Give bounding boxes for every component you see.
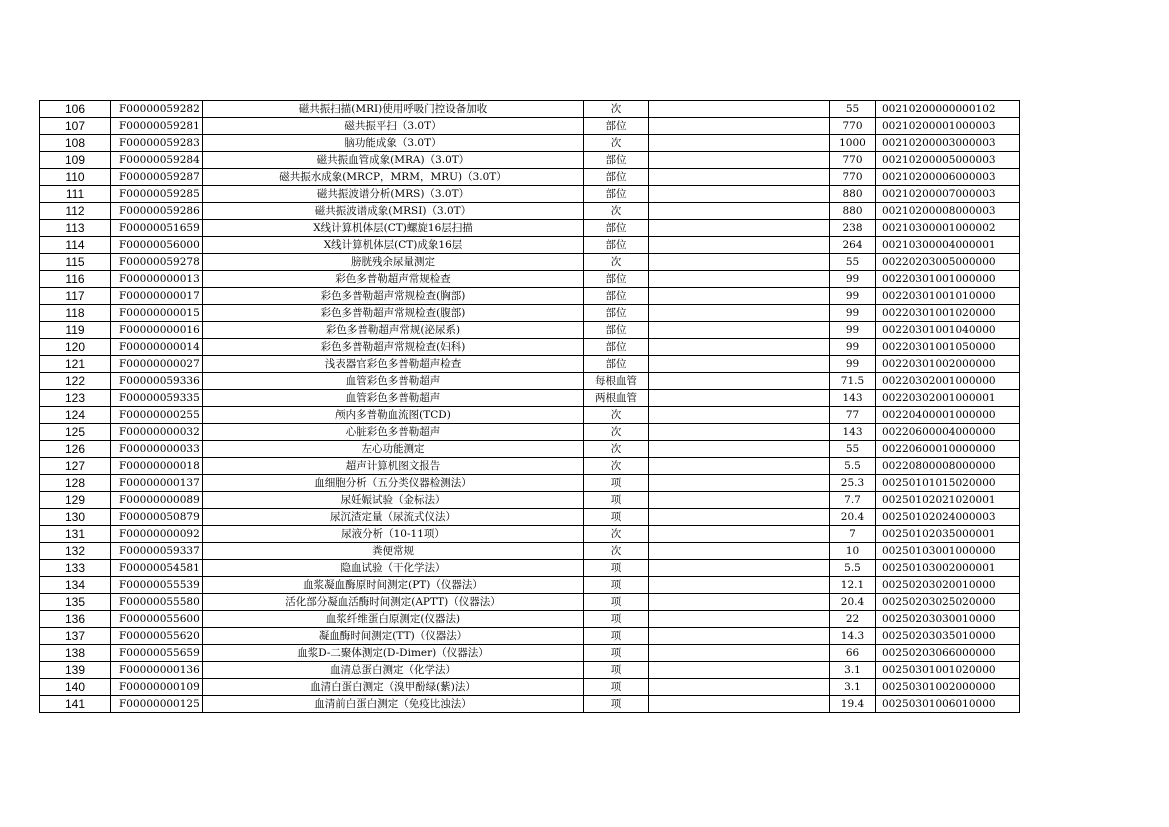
unit-cell: 次 — [584, 424, 649, 441]
table-row — [40, 152, 1020, 169]
table-row — [40, 322, 1020, 339]
item-name-cell: X线计算机体层(CT)成象16层 — [203, 237, 584, 254]
item-name-cell: 脑功能成象（3.0T） — [203, 135, 584, 152]
unit-cell: 项 — [584, 645, 649, 662]
item-name-cell: 血浆D-二聚体测定(D-Dimer)（仪器法） — [203, 645, 584, 662]
national-code-cell: 00220600004000000 — [876, 424, 1020, 441]
unit-cell: 部位 — [584, 169, 649, 186]
table-row — [40, 594, 1020, 611]
national-code-cell: 00250102021020001 — [876, 492, 1020, 509]
blank-cell — [649, 186, 830, 203]
unit-cell: 项 — [584, 628, 649, 645]
item-name-cell: 超声计算机图文报告 — [203, 458, 584, 475]
price-cell: 55 — [830, 101, 876, 118]
table-row — [40, 696, 1020, 713]
price-cell: 99 — [830, 305, 876, 322]
price-cell: 71.5 — [830, 373, 876, 390]
national-code-cell: 00210200000000102 — [876, 101, 1020, 118]
price-cell: 264 — [830, 237, 876, 254]
price-cell: 19.4 — [830, 696, 876, 713]
blank-cell — [649, 475, 830, 492]
row-number-cell: 129 — [40, 492, 111, 509]
item-code-cell: F00000059287 — [111, 169, 203, 186]
table-row — [40, 560, 1020, 577]
item-name-cell: 彩色多普勒超声常规检查(胸部) — [203, 288, 584, 305]
table-row — [40, 679, 1020, 696]
item-name-cell: 磁共振波谱成象(MRSI)（3.0T） — [203, 203, 584, 220]
item-code-cell: F00000059282 — [111, 101, 203, 118]
national-code-cell: 00210300004000001 — [876, 237, 1020, 254]
national-code-cell: 00210200003000003 — [876, 135, 1020, 152]
unit-cell: 项 — [584, 679, 649, 696]
item-name-cell: 血细胞分析（五分类仪器检测法） — [203, 475, 584, 492]
item-code-cell: F00000059336 — [111, 373, 203, 390]
blank-cell — [649, 407, 830, 424]
price-cell: 143 — [830, 390, 876, 407]
unit-cell: 次 — [584, 254, 649, 271]
blank-cell — [649, 441, 830, 458]
item-name-cell: 彩色多普勒超声常规检查 — [203, 271, 584, 288]
item-code-cell: F00000000089 — [111, 492, 203, 509]
row-number-cell: 125 — [40, 424, 111, 441]
unit-cell: 项 — [584, 492, 649, 509]
table-row — [40, 577, 1020, 594]
row-number-cell: 136 — [40, 611, 111, 628]
unit-cell: 次 — [584, 543, 649, 560]
item-name-cell: 尿妊娠试验（金标法） — [203, 492, 584, 509]
national-code-cell: 00250101015020000 — [876, 475, 1020, 492]
price-cell: 238 — [830, 220, 876, 237]
row-number-cell: 135 — [40, 594, 111, 611]
item-name-cell: 凝血酶时间测定(TT)（仪器法） — [203, 628, 584, 645]
price-cell: 7 — [830, 526, 876, 543]
row-number-cell: 131 — [40, 526, 111, 543]
table-row — [40, 169, 1020, 186]
row-number-cell: 118 — [40, 305, 111, 322]
item-code-cell: F00000059285 — [111, 186, 203, 203]
table-row — [40, 526, 1020, 543]
blank-cell — [649, 458, 830, 475]
item-name-cell: 粪便常规 — [203, 543, 584, 560]
unit-cell: 部位 — [584, 356, 649, 373]
blank-cell — [649, 373, 830, 390]
unit-cell: 次 — [584, 101, 649, 118]
item-name-cell: 血清前白蛋白测定（免疫比浊法） — [203, 696, 584, 713]
table-row — [40, 509, 1020, 526]
item-name-cell: 左心功能测定 — [203, 441, 584, 458]
unit-cell: 项 — [584, 696, 649, 713]
row-number-cell: 141 — [40, 696, 111, 713]
item-code-cell: F00000000015 — [111, 305, 203, 322]
price-cell: 99 — [830, 288, 876, 305]
row-number-cell: 122 — [40, 373, 111, 390]
row-number-cell: 140 — [40, 679, 111, 696]
price-cell: 3.1 — [830, 662, 876, 679]
unit-cell: 项 — [584, 662, 649, 679]
blank-cell — [649, 220, 830, 237]
blank-cell — [649, 254, 830, 271]
price-cell: 77 — [830, 407, 876, 424]
row-number-cell: 126 — [40, 441, 111, 458]
table-row — [40, 118, 1020, 135]
item-name-cell: 彩色多普勒超声常规检查(妇科) — [203, 339, 584, 356]
item-name-cell: 彩色多普勒超声常规(泌尿系) — [203, 322, 584, 339]
item-name-cell: 血管彩色多普勒超声 — [203, 390, 584, 407]
price-cell: 3.1 — [830, 679, 876, 696]
national-code-cell: 00220301001040000 — [876, 322, 1020, 339]
blank-cell — [649, 543, 830, 560]
item-name-cell: 颅内多普勒血流图(TCD) — [203, 407, 584, 424]
national-code-cell: 00220301001010000 — [876, 288, 1020, 305]
table-row — [40, 662, 1020, 679]
row-number-cell: 128 — [40, 475, 111, 492]
unit-cell: 部位 — [584, 186, 649, 203]
unit-cell: 次 — [584, 407, 649, 424]
table-body — [40, 101, 1020, 713]
table-row — [40, 424, 1020, 441]
price-cell: 1000 — [830, 135, 876, 152]
price-cell: 99 — [830, 322, 876, 339]
table-row — [40, 645, 1020, 662]
table-row — [40, 628, 1020, 645]
price-table — [39, 100, 1020, 713]
price-cell: 55 — [830, 441, 876, 458]
table-row — [40, 237, 1020, 254]
item-code-cell: F00000054581 — [111, 560, 203, 577]
blank-cell — [649, 203, 830, 220]
row-number-cell: 115 — [40, 254, 111, 271]
item-name-cell: 浅表器官彩色多普勒超声检查 — [203, 356, 584, 373]
price-cell: 7.7 — [830, 492, 876, 509]
unit-cell: 两根血管 — [584, 390, 649, 407]
row-number-cell: 138 — [40, 645, 111, 662]
table-row — [40, 407, 1020, 424]
unit-cell: 部位 — [584, 152, 649, 169]
price-cell: 5.5 — [830, 458, 876, 475]
table-row — [40, 390, 1020, 407]
unit-cell: 项 — [584, 577, 649, 594]
row-number-cell: 130 — [40, 509, 111, 526]
unit-cell: 次 — [584, 458, 649, 475]
national-code-cell: 00210200006000003 — [876, 169, 1020, 186]
item-name-cell: 血浆纤维蛋白原测定(仪器法) — [203, 611, 584, 628]
national-code-cell: 00220301002000000 — [876, 356, 1020, 373]
price-cell: 55 — [830, 254, 876, 271]
unit-cell: 项 — [584, 611, 649, 628]
item-code-cell: F00000051659 — [111, 220, 203, 237]
row-number-cell: 121 — [40, 356, 111, 373]
item-code-cell: F00000000018 — [111, 458, 203, 475]
table-row — [40, 441, 1020, 458]
blank-cell — [649, 271, 830, 288]
item-code-cell: F00000059284 — [111, 152, 203, 169]
national-code-cell: 00250103001000000 — [876, 543, 1020, 560]
item-code-cell: F00000000017 — [111, 288, 203, 305]
row-number-cell: 106 — [40, 101, 111, 118]
table-row — [40, 186, 1020, 203]
item-name-cell: 磁共振波谱分析(MRS)（3.0T） — [203, 186, 584, 203]
table-row — [40, 254, 1020, 271]
item-code-cell: F00000000014 — [111, 339, 203, 356]
table-row — [40, 203, 1020, 220]
national-code-cell: 00210200007000003 — [876, 186, 1020, 203]
national-code-cell: 00220203005000000 — [876, 254, 1020, 271]
unit-cell: 部位 — [584, 118, 649, 135]
item-name-cell: 血浆凝血酶原时间测定(PT)（仪器法） — [203, 577, 584, 594]
national-code-cell: 00220600010000000 — [876, 441, 1020, 458]
blank-cell — [649, 339, 830, 356]
blank-cell — [649, 560, 830, 577]
item-name-cell: 血管彩色多普勒超声 — [203, 373, 584, 390]
national-code-cell: 00250103002000001 — [876, 560, 1020, 577]
national-code-cell: 00250203020010000 — [876, 577, 1020, 594]
blank-cell — [649, 305, 830, 322]
unit-cell: 次 — [584, 203, 649, 220]
blank-cell — [649, 356, 830, 373]
blank-cell — [649, 390, 830, 407]
item-code-cell: F00000056000 — [111, 237, 203, 254]
national-code-cell: 00250301002000000 — [876, 679, 1020, 696]
item-name-cell: 磁共振扫描(MRI)使用呼吸门控设备加收 — [203, 101, 584, 118]
price-cell: 12.1 — [830, 577, 876, 594]
price-cell: 770 — [830, 118, 876, 135]
unit-cell: 部位 — [584, 220, 649, 237]
blank-cell — [649, 594, 830, 611]
row-number-cell: 112 — [40, 203, 111, 220]
table-row — [40, 220, 1020, 237]
item-name-cell: 隐血试验（干化学法） — [203, 560, 584, 577]
price-cell: 5.5 — [830, 560, 876, 577]
blank-cell — [649, 662, 830, 679]
blank-cell — [649, 628, 830, 645]
unit-cell: 部位 — [584, 237, 649, 254]
unit-cell: 次 — [584, 526, 649, 543]
item-code-cell: F00000000136 — [111, 662, 203, 679]
price-cell: 14.3 — [830, 628, 876, 645]
item-code-cell: F00000059281 — [111, 118, 203, 135]
national-code-cell: 00210200008000003 — [876, 203, 1020, 220]
row-number-cell: 107 — [40, 118, 111, 135]
price-cell: 770 — [830, 169, 876, 186]
row-number-cell: 110 — [40, 169, 111, 186]
blank-cell — [649, 135, 830, 152]
national-code-cell: 00250301006010000 — [876, 696, 1020, 713]
unit-cell: 部位 — [584, 305, 649, 322]
blank-cell — [649, 288, 830, 305]
unit-cell: 部位 — [584, 322, 649, 339]
item-name-cell: 磁共振血管成象(MRA)（3.0T） — [203, 152, 584, 169]
item-code-cell: F00000000027 — [111, 356, 203, 373]
blank-cell — [649, 169, 830, 186]
table-row — [40, 101, 1020, 118]
row-number-cell: 123 — [40, 390, 111, 407]
blank-cell — [649, 152, 830, 169]
item-code-cell: F00000059337 — [111, 543, 203, 560]
table-row — [40, 305, 1020, 322]
price-cell: 20.4 — [830, 509, 876, 526]
unit-cell: 项 — [584, 594, 649, 611]
national-code-cell: 00220400001000000 — [876, 407, 1020, 424]
blank-cell — [649, 577, 830, 594]
item-code-cell: F00000000137 — [111, 475, 203, 492]
price-cell: 22 — [830, 611, 876, 628]
price-cell: 99 — [830, 339, 876, 356]
unit-cell: 项 — [584, 475, 649, 492]
item-name-cell: 血清总蛋白测定（化学法） — [203, 662, 584, 679]
blank-cell — [649, 611, 830, 628]
row-number-cell: 114 — [40, 237, 111, 254]
item-code-cell: F00000055580 — [111, 594, 203, 611]
item-code-cell: F00000055539 — [111, 577, 203, 594]
row-number-cell: 108 — [40, 135, 111, 152]
item-name-cell: 磁共振水成象(MRCP，MRM，MRU)（3.0T） — [203, 169, 584, 186]
item-code-cell: F00000059283 — [111, 135, 203, 152]
item-code-cell: F00000059335 — [111, 390, 203, 407]
unit-cell: 部位 — [584, 271, 649, 288]
row-number-cell: 132 — [40, 543, 111, 560]
price-cell: 10 — [830, 543, 876, 560]
blank-cell — [649, 696, 830, 713]
table-row — [40, 373, 1020, 390]
national-code-cell: 00250203025020000 — [876, 594, 1020, 611]
national-code-cell: 00250203066000000 — [876, 645, 1020, 662]
national-code-cell: 00250203035010000 — [876, 628, 1020, 645]
item-name-cell: 尿液分析（10-11项） — [203, 526, 584, 543]
blank-cell — [649, 509, 830, 526]
table-row — [40, 458, 1020, 475]
item-code-cell: F00000000109 — [111, 679, 203, 696]
table-row — [40, 475, 1020, 492]
national-code-cell: 00250102035000001 — [876, 526, 1020, 543]
item-name-cell: 尿沉渣定量（尿流式仪法） — [203, 509, 584, 526]
item-code-cell: F00000055659 — [111, 645, 203, 662]
item-code-cell: F00000000255 — [111, 407, 203, 424]
blank-cell — [649, 492, 830, 509]
price-cell: 25.3 — [830, 475, 876, 492]
item-code-cell: F00000000092 — [111, 526, 203, 543]
unit-cell: 每根血管 — [584, 373, 649, 390]
unit-cell: 部位 — [584, 339, 649, 356]
row-number-cell: 134 — [40, 577, 111, 594]
item-name-cell: 彩色多普勒超声常规检查(腹部) — [203, 305, 584, 322]
table-row — [40, 611, 1020, 628]
national-code-cell: 00250102024000003 — [876, 509, 1020, 526]
item-name-cell: 血清白蛋白测定（溴甲酚绿(紫)法） — [203, 679, 584, 696]
unit-cell: 次 — [584, 135, 649, 152]
table-row — [40, 339, 1020, 356]
price-cell: 66 — [830, 645, 876, 662]
item-code-cell: F00000000033 — [111, 441, 203, 458]
table-row — [40, 492, 1020, 509]
row-number-cell: 124 — [40, 407, 111, 424]
row-number-cell: 116 — [40, 271, 111, 288]
blank-cell — [649, 424, 830, 441]
unit-cell: 次 — [584, 441, 649, 458]
price-cell: 880 — [830, 203, 876, 220]
price-cell: 20.4 — [830, 594, 876, 611]
item-code-cell: F00000055600 — [111, 611, 203, 628]
national-code-cell: 00210300001000002 — [876, 220, 1020, 237]
table-row — [40, 271, 1020, 288]
national-code-cell: 00220301001020000 — [876, 305, 1020, 322]
national-code-cell: 00220302001000001 — [876, 390, 1020, 407]
item-code-cell: F00000059278 — [111, 254, 203, 271]
price-cell: 99 — [830, 271, 876, 288]
row-number-cell: 133 — [40, 560, 111, 577]
price-cell: 99 — [830, 356, 876, 373]
item-code-cell: F00000059286 — [111, 203, 203, 220]
national-code-cell: 00220301001000000 — [876, 271, 1020, 288]
item-code-cell: F00000050879 — [111, 509, 203, 526]
row-number-cell: 117 — [40, 288, 111, 305]
item-code-cell: F00000055620 — [111, 628, 203, 645]
national-code-cell: 00220301001050000 — [876, 339, 1020, 356]
blank-cell — [649, 118, 830, 135]
blank-cell — [649, 679, 830, 696]
table-row — [40, 288, 1020, 305]
row-number-cell: 109 — [40, 152, 111, 169]
row-number-cell: 120 — [40, 339, 111, 356]
table-row — [40, 356, 1020, 373]
row-number-cell: 139 — [40, 662, 111, 679]
item-code-cell: F00000000032 — [111, 424, 203, 441]
price-cell: 880 — [830, 186, 876, 203]
national-code-cell: 00220800008000000 — [876, 458, 1020, 475]
item-code-cell: F00000000016 — [111, 322, 203, 339]
price-cell: 770 — [830, 152, 876, 169]
item-code-cell: F00000000125 — [111, 696, 203, 713]
national-code-cell: 00210200001000003 — [876, 118, 1020, 135]
item-name-cell: X线计算机体层(CT)螺旋16层扫描 — [203, 220, 584, 237]
national-code-cell: 00210200005000003 — [876, 152, 1020, 169]
unit-cell: 部位 — [584, 288, 649, 305]
blank-cell — [649, 322, 830, 339]
national-code-cell: 00220302001000000 — [876, 373, 1020, 390]
national-code-cell: 00250203030010000 — [876, 611, 1020, 628]
blank-cell — [649, 645, 830, 662]
blank-cell — [649, 101, 830, 118]
item-name-cell: 磁共振平扫（3.0T） — [203, 118, 584, 135]
blank-cell — [649, 237, 830, 254]
row-number-cell: 137 — [40, 628, 111, 645]
item-name-cell: 膀胱残余尿量测定 — [203, 254, 584, 271]
row-number-cell: 111 — [40, 186, 111, 203]
national-code-cell: 00250301001020000 — [876, 662, 1020, 679]
unit-cell: 项 — [584, 509, 649, 526]
table-row — [40, 135, 1020, 152]
row-number-cell: 119 — [40, 322, 111, 339]
blank-cell — [649, 526, 830, 543]
item-code-cell: F00000000013 — [111, 271, 203, 288]
price-cell: 143 — [830, 424, 876, 441]
unit-cell: 项 — [584, 560, 649, 577]
table-row — [40, 543, 1020, 560]
item-name-cell: 心脏彩色多普勒超声 — [203, 424, 584, 441]
row-number-cell: 113 — [40, 220, 111, 237]
row-number-cell: 127 — [40, 458, 111, 475]
item-name-cell: 活化部分凝血活酶时间测定(APTT)（仪器法） — [203, 594, 584, 611]
